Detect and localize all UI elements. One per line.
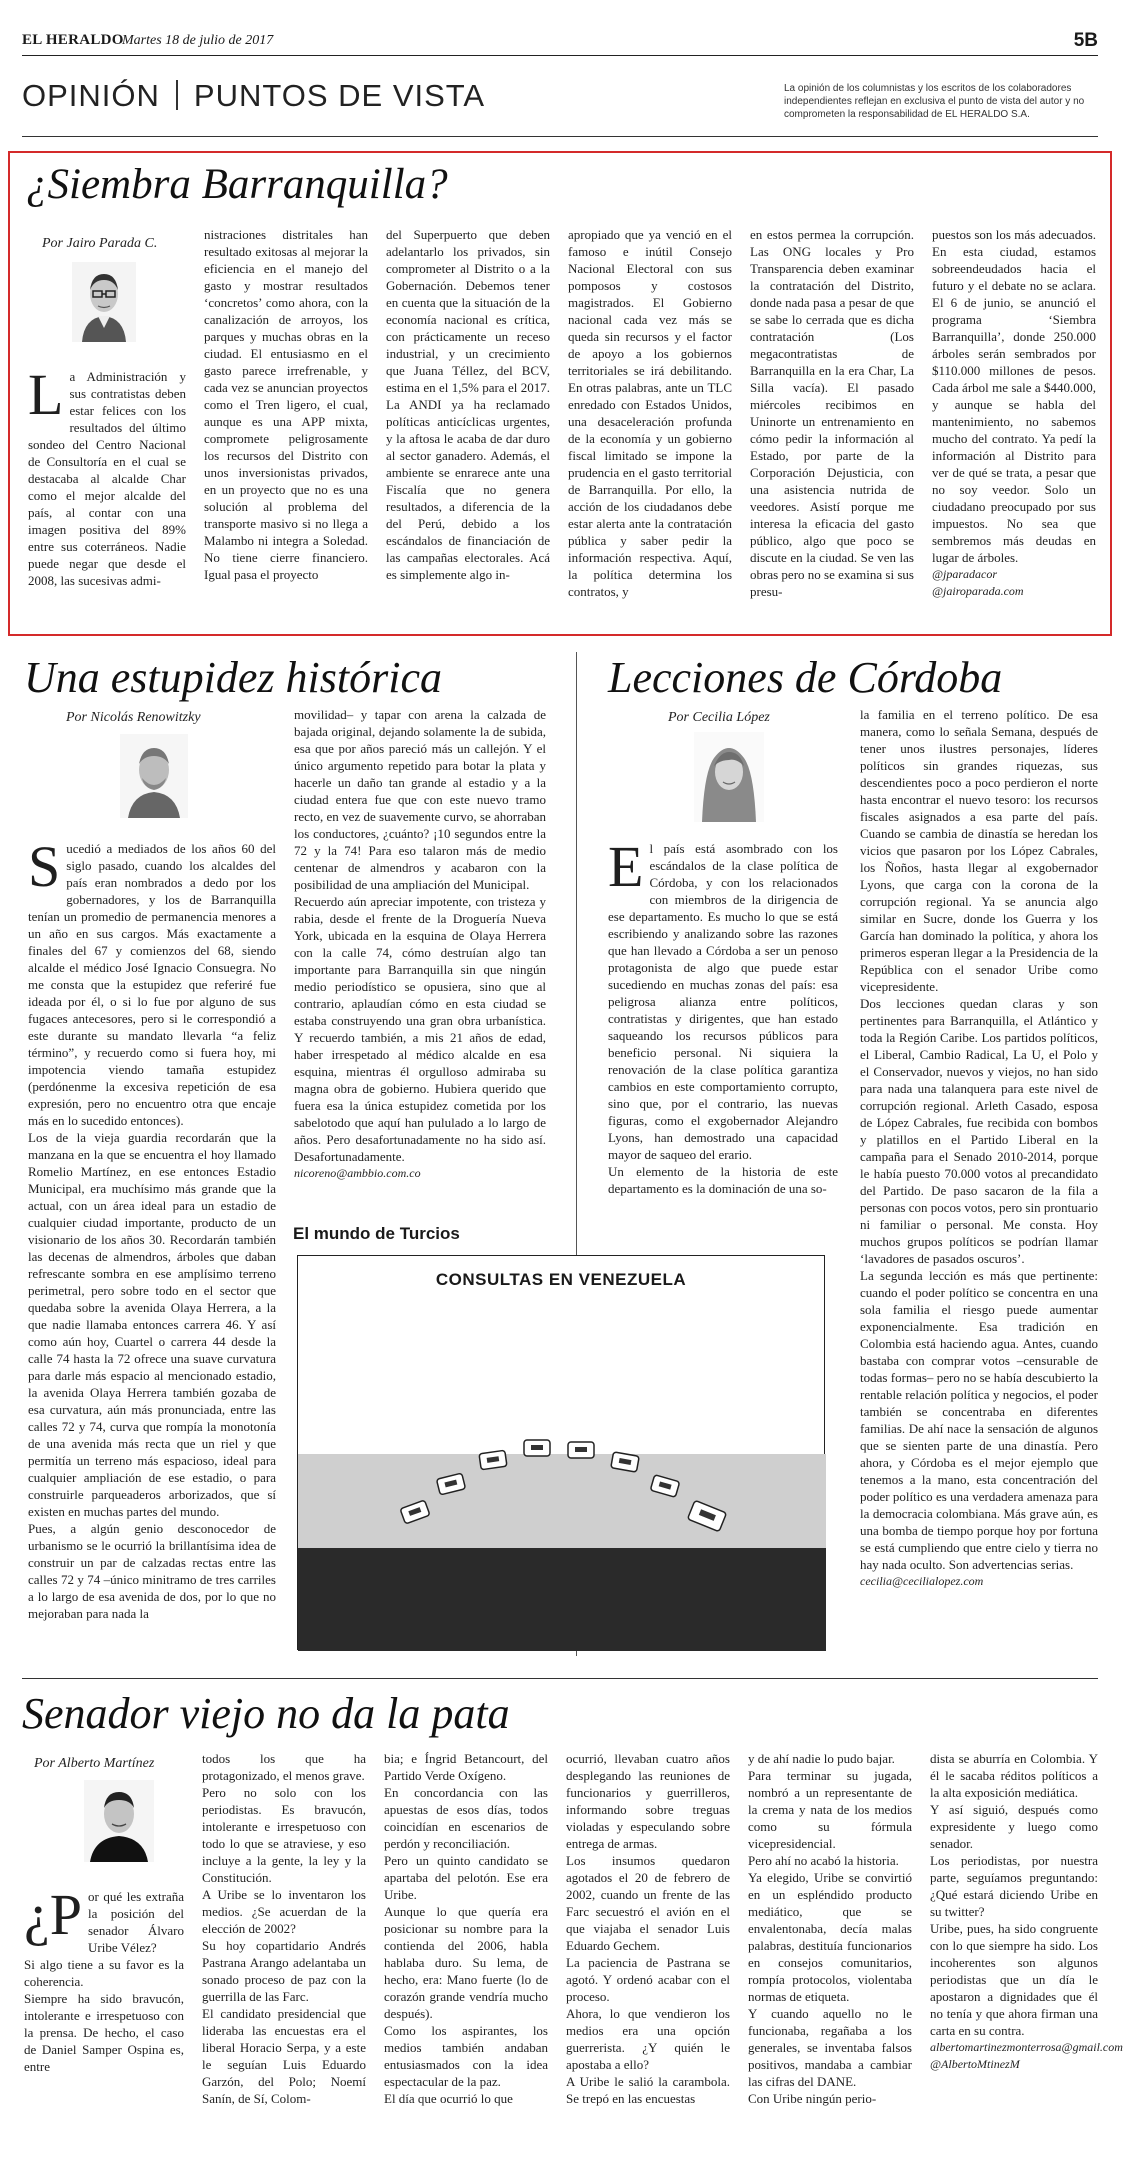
author-portrait xyxy=(72,262,136,342)
article-column xyxy=(28,834,276,1678)
article-byline: Por Jairo Parada C. xyxy=(42,236,158,251)
article-text: la familia en el terreno político. De esa manera, como lo señala Semana, después de tener unos ilustres personajes, líderes políticos sin grandes riquezas, sus descendientes poco a poco perdieron el norte hasta encontrar el nuevo tesoro: los recursos fiscales asignados a esa parte del país. Cuando se cambia de dinastía se heredan los vicios que pasaron por los López Cabrales, los Ñoños, hasta llegar al exgobernador Lyons, que carga con la corona de la corrupción regional. Ya se anuncia algo similar en Sucre, donde los Guerra y los García han dominado la política, y ahora los primeros esperan llegar a la Presidencia de la República con el senador Uribe como vicepresidente. Dos lecciones quedan claras y son pertinentes para Barranquilla, el Atlántico y toda la Región Caribe. Los partidos políticos, el Liberal, Cambio Radical, La U, el Polo y el Conservador, nuevos y viejos, no han sido para nada una talanquera para este nivel de corrupción regional. Arleth Casado, esposa de López Cabrales, fue recibida con bombos y platillos en el Partido Liberal en la campaña para el Senado 2010-2014, porque le había puesto 70.000 votos al precandidato del Partido. De paso sacaron de la fila a personas con pocos votos, pero sin prontuario ni familiar o personal. Me consta. Hoy muchos grupos políticos se podrían llamar ‘lavadores de pasados oscuros’. La segunda lección es más que pertinente: cuando el poder político se concentra en una sola familia el riesgo puede aumentar exponencialmente. Esa tradición en Colombia está haciendo agua. Antes, cuando bastaba con comprar votos –censurable de todas formas– pero no se había descubierto la rentable relación política y negocios, el poder también se concentraba en diferentes familias. De ahí nace la sensación de algunos que se sienten parte de una dinastía. Pero ahora, y Córdoba es el mejor ejemplo que tenemos a la mano, esta concentración del poder político es una verdadera amenaza para la democracia colombiana. Más grave aún, es una bomba de tiempo porque hoy por fortuna se está cumpliendo que entre cielo y tierra no hay nada oculto. Son advertencias serias. xyxy=(860,707,1098,1572)
section-rule xyxy=(22,136,1098,137)
article-column xyxy=(24,1882,184,2154)
drop-cap: S xyxy=(28,834,61,899)
article-column xyxy=(294,706,546,1202)
author-portrait xyxy=(84,1780,154,1862)
author-portrait xyxy=(120,734,188,818)
article-text: dista se aburría en Colombia. Y él le sacaba réditos políticos a la alta exposición mediática. Y así siguió, después como expresidente y luego como senador. Los periodistas, por nuestra parte, seguíamos preguntando: ¿Qué estará diciendo Uribe en su twitter? Uribe, pues, ha sido congruente con lo que siempre ha sido. Los incoherentes son algunos periodistas que un día le apostaron a dignidades que él no tenía y que ahora firman una carta en su contra. xyxy=(930,1751,1098,2038)
article-headline[interactable]: Senador viejo no da la pata xyxy=(22,1689,510,1738)
article-column xyxy=(748,1750,912,2154)
article-headline[interactable]: ¿Siembra Barranquilla? xyxy=(26,161,448,208)
article-byline: Por Alberto Martínez xyxy=(34,1756,155,1771)
article-column xyxy=(932,226,1096,626)
author-contact[interactable]: cecilia@cecilialopez.com xyxy=(860,1574,984,1588)
drop-cap: L xyxy=(28,362,64,427)
article-column xyxy=(384,1750,548,2154)
article-column xyxy=(386,226,550,626)
article-column xyxy=(568,226,732,626)
article-byline: Por Cecilia López xyxy=(668,710,770,725)
article-text: a Administración y sus contratistas deben estar felices con los resultados del último sondeo del Centro Nacional de Consultoría en el cual se destacaba al alcalde Char como el mejor alcalde del país, al contar con una imagen positiva del 89% entre sus coterráneos. Nadie puede negar que desde el 2008, las sucesivas admi- xyxy=(28,369,186,588)
section-divider xyxy=(176,80,178,110)
article-text: l país está asombrado con los escándalos de la clase política de Córdoba, y con los relacionados con miembros de la dirigencia de ese departamento. Es mucho lo que se está escribiendo y analizando sobre las razones que han llevado a Córdoba a ser un penoso protagonista de algo que puede estar sucediendo en muchas zonas del país: esa peligrosa alianza entre políticos, contratistas y dirigentes, que han estado saqueando los recursos públicos para beneficio personal. Ni siquiera la renovación de la clase política garantiza cambios en este comportamiento corrupto, sino que, por el contrario, las nuevas figuras, como el exgobernador Alejandro Lyons, han demostrado una capacidad mayor de saqueo del erario. Un elemento de la historia de este departamento es la dominación de una so- xyxy=(608,841,838,1196)
article-separator xyxy=(22,1678,1098,1679)
drop-cap: ¿P xyxy=(24,1882,82,1947)
article-text: movilidad– y tapar con arena la calzada de bajada original, dejando solamente la de subida, esa que por años pareció más un callejón. Y el único argumento repetido para botar la plata y hacerle un daño tan grande al estadio y a la ciudad entera fue que con este nuevo tramo recto, en vez de suavemente curvo, se ahorraban los conductores, ¿cuánto? ¡10 segundos entre la 72 y la 74! Para eso talaron más de medio centenar de almendros y acabaron con la posibilidad de una ampliación del Municipal. Recuerdo aún apreciar impotente, con tristeza y rabia, desde el frente de la Droguería Nueva York, ubicada en la esquina de Olaya Herrera con la calle 74, cómo destruían algo tan importante para Barranquilla sin que ningún medio periodístico se opusiera, sino que al contrario, aplaudían cómo en esta ciudad se estaba construyendo una gran obra urbanística. Y recuerdo también, a mis 21 años de edad, haber irrespetado al médico alcalde en esa esquina, mientras él orgulloso admiraba su magna obra de gobierno. Hubiera querido que fuera esa la única estupidez cometida por los sabelotodo que aquí han pululado a lo largo de años. Pero desafortunadamente no ha sido así. Desafortunadamente. xyxy=(294,707,546,1164)
article-text: en estos permea la corrupción. Las ONG locales y Pro Transparencia deben examinar la contratación del Distrito, donde nada pasa a pesar de que se sabe lo cerrada que es dicha contratación (Los megacontratistas de Barranquilla en la era Char, La Silla vacía). El pasado miércoles recibimos en Uninorte un entrenamiento en cómo pedir la información al Estado, por parte de la Corporación Dejusticia, con una asistencia nutrida de veedores. Asistí porque me interesa la eficacia del gasto público, algo que poco se discute en la ciudad. Se ven las obras pero no se examina si sus presu- xyxy=(750,227,914,599)
page-number: 5B xyxy=(1073,30,1098,51)
article-text: nistraciones distritales han resultado exitosas al mejorar la eficiencia en el manejo del gasto y mostrar resultados ‘concretos’ como ahora, con la canalización de arroyos, los parques y muchas obras en la ciudad. El entusiasmo en el gasto parece irrefrenable, y cada vez se anuncian proyectos como el Tren ligero, el cual, aunque es una APP mixta, compromete peligrosamente los recursos del Distrito con unos inversionistas privados, en un proyecto que no es una solución al problema del transporte masivo si no llega a Malambo ni integra a Soledad. No tiene cierre financiero. Igual pasa el proyecto xyxy=(204,227,368,582)
section-subtitle: PUNTOS DE VISTA xyxy=(193,78,486,113)
section-title: OPINIÓN xyxy=(22,78,160,113)
cartoon-drawing xyxy=(298,1256,826,1651)
disclaimer-text: La opinión de los columnistas y los escritos de los colaboradores independientes reflejan en exclusiva el punto de vista del autor y no comprometen la responsabilidad de EL HERALDO S.A. xyxy=(784,83,1085,120)
author-contact[interactable]: albertomartinezmonterrosa@gmail.com @AlbertoMtinezM xyxy=(930,2040,1123,2071)
article-column xyxy=(28,362,186,626)
article-text: ocurrió, llevaban cuatro años desplegando las reuniones de funcionarios y guerrilleros, informando sobre treguas violadas y especulando sobre entrega de armas. Los insumos quedaron agotados el 20 de febrero de 2002, cuando un frente de las Farc secuestró el avión en el que viajaba el senador Luis Eduardo Gechem. La paciencia de Pastrana se agotó. Y ordenó acabar con el proceso. Ahora, lo que vendieron los medios era una opción guerrerista. ¿Y quién le apostaba a ello? A Uribe le salió la carambola. Se trepó en las encuestas xyxy=(566,1751,730,2106)
article-headline[interactable]: Una estupidez histórica xyxy=(24,653,442,702)
article-column xyxy=(566,1750,730,2154)
section-header xyxy=(22,78,485,118)
editorial-cartoon xyxy=(297,1255,825,1650)
article-text: or qué les extraña la posición del senador Álvaro Uribe Vélez? Si algo tiene a su favor es la coherencia. Siempre ha sido bravucón, intolerante e irrespetuoso con la prensa. De hecho, el caso de Daniel Samper Ospina es, entre xyxy=(24,1889,184,2074)
masthead xyxy=(22,30,1098,56)
drop-cap: E xyxy=(608,834,644,899)
article-column xyxy=(930,1750,1123,2154)
article-column xyxy=(202,1750,366,2154)
author-contact[interactable]: @jparadacor @jairoparada.com xyxy=(932,567,1024,598)
article-text: y de ahí nadie lo pudo bajar. Para terminar su jugada, nombró a un representante de la crema y nata de los medios como su fórmula vicepresidencial. Pero ahí no acabó la historia. Ya elegido, Uribe se convirtió en un espléndido producto mediático, que se envalentonaba, decía malas palabras, destituía funcionarios en consejos comunitarios, rompía protocolos, violentaba normas de etiqueta. Y cuando aquello no le funcionaba, regañaba a los generales, se inventaba falsos positivos, mandaba a cambiar las cifras del DANE. Con Uribe ningún perio- xyxy=(748,1751,912,2106)
article-byline: Por Nicolás Renowitzky xyxy=(66,710,201,725)
article-column xyxy=(750,226,914,626)
cartoon-section-title: El mundo de Turcios xyxy=(293,1224,460,1243)
article-column xyxy=(204,226,368,626)
article-text: apropiado que ya venció en el famoso e inútil Consejo Nacional Electoral con sus pomposos y costosos magistrados. El Gobierno nacional cada vez más se queda sin recursos y el factor de apoyo a los gobiernos territoriales se irá debilitando. En otras palabras, ante un TLC enredado con Estados Unidos, una desaceleración profunda de la economía y un gobierno fiscal limitado se impone la prudencia en el gasto territorial de Barranquilla. Por ello, la acción de los ciudadanos debe estar alerta ante la contratación pública y saber pedir la información respectiva. Aquí, la política determina los contratos, y xyxy=(568,227,732,599)
author-contact[interactable]: nicoreno@ambbio.com.co xyxy=(294,1166,421,1180)
article-column xyxy=(608,834,838,1278)
article-column xyxy=(860,706,1098,1646)
article-text: todos los que ha protagonizado, el menos grave. Pero no solo con los periodistas. Es bravucón, intolerante e irrespetuoso con todo lo que se atraviese, y eso incluye a la gente, la ley y la Constitución. A Uribe se lo inventaron los medios. ¿Se acuerdan de la elección de 2002? Su hoy copartidario Andrés Pastrana Arango adelantaba un sonado proceso de paz con la guerrilla de las Farc. El candidato presidencial que lideraba las encuestas era el liberal Horacio Serpa, y a este le seguían Luis Eduardo Garzón, del Polo; Noemí Sanín, de Sí, Colom- xyxy=(202,1751,366,2106)
article-text: puestos son los más adecuados. En esta ciudad, estamos sobreendeudados hacia el futuro y el debate no se aclara. El 6 de junio, se anunció el programa ‘Siembra Barranquilla’, donde 250.000 árboles serán sembrados por $110.000 millones de pesos. Cada árbol me sale a $440.000, y aunque se habla del mantenimiento, no sabemos mucho del contrato. Ya pedí la información al Distrito para ver de qué se trata, a pesar que no soy veedor. Solo un ciudadano preocupado por sus impuestos. No sea que sembremos más deudas en lugar de árboles. xyxy=(932,227,1096,565)
cartoon-caption: CONSULTAS EN VENEZUELA xyxy=(435,1270,687,1289)
article-text: del Superpuerto que deben adelantarlo los privados, sin comprometer al Distrito o a la Gobernación. Debemos tener en cuenta que la situación de la economía nacional es crítica, con prácticamente un receso industrial, y un crecimiento que Juana Téllez, del BCV, estima en el 1,5% para el 2017. La ANDI ya ha reclamado políticas anticíclicas urgentes, y la aftosa le acaba de dar duro al sector ganadero. Además, el ambiente se enrarece ante una Fiscalía que no genera resultados, a diferencia de la del Perú, debido a los escándalos de financiación de las campañas electorales. Acá es simplemente algo in- xyxy=(386,227,550,582)
paper-name: EL HERALDO xyxy=(22,32,124,48)
article-text: bia; e Íngrid Betancourt, del Partido Verde Oxígeno. En concordancia con las apuestas de esos días, todos coincidían en escenarios de perdón y reconciliación. Pero un quinto candidato se apartaba del pelotón. Ese era Uribe. Aunque lo que quería era posicionar su nombre para la contienda del 2006, habla hablaba duro. Su lema, de hecho, era: Mano fuerte (lo de corazón grande vendría mucho después). Como los aspirantes, los medios también andaban entusiasmados con la idea espectacular de la paz. El día que ocurrió lo que xyxy=(384,1751,548,2106)
article-headline[interactable]: Lecciones de Córdoba xyxy=(608,653,1003,702)
issue-date: Martes 18 de julio de 2017 xyxy=(122,33,274,48)
article-text: ucedió a mediados de los años 60 del siglo pasado, cuando los alcaldes del país eran nombrados a dedo por los gobernadores, y los de Barranquilla tenían un promedio de permanencia menores a un año en sus cargos. Más exactamente a finales del 67 y comienzos del 68, siendo alcalde el médico José Ignacio Consuegra. No me consta que la estupidez que referiré fue ideada por él, o si lo fue por alguno de sus fugaces antecesores, pero si le correspondió a este durante su mandato llevarla “a feliz término”, y recuerdo como si fuera hoy, mi impotencia viendo tamaña estupidez (perdónenme la excesiva repetición de esa expresión, pero no encuentro otra que encaje más en lo sucedido entonces). Los de la vieja guardia recordarán que la manzana en la que se encuentra el hoy llamado Romelio Martínez, en ese entonces Estadio Municipal, era muchísimo más grande que la actual, con un área ideal para un estadio de cualquier ciudad importante, producto de un visionario de los años 30. Recordarán también las decenas de almendros, árboles que daban refrescante sombra en ese amplísimo terreno perimetral, pero sobre todo en el sector que quedaba sobre la avenida Olaya Herrera, a la que nadie llamaba entonces carrera 46. Y así como aún hoy, Cuartel o carrera 44 desde la calle 74 hasta la 72 ofrece una suave curvatura para darle más espacio al mencionado estadio, la avenida Olaya Herrera también gozaba de esa curvatura, aún más pronunciada, entre las calles 72 y 74, curva que rompía la monotonía de una avenida más recta que un riel y que permitía un terreno más espacioso, ideal para cualquier ampliación de ese estadio, o para construirle parqueaderos arborizados, que sí existen en muchas partes del mundo. Pues, a algún genio desconocedor de urbanismo se le ocurrió la brillantísima idea de construir un par de calzadas rectas entre las calles 72 y 74 –único minitramo de tres carriles a lo largo de esa avenida de dos, por lo que no mejoraban para nada la xyxy=(28,841,276,1621)
author-portrait xyxy=(694,732,764,822)
